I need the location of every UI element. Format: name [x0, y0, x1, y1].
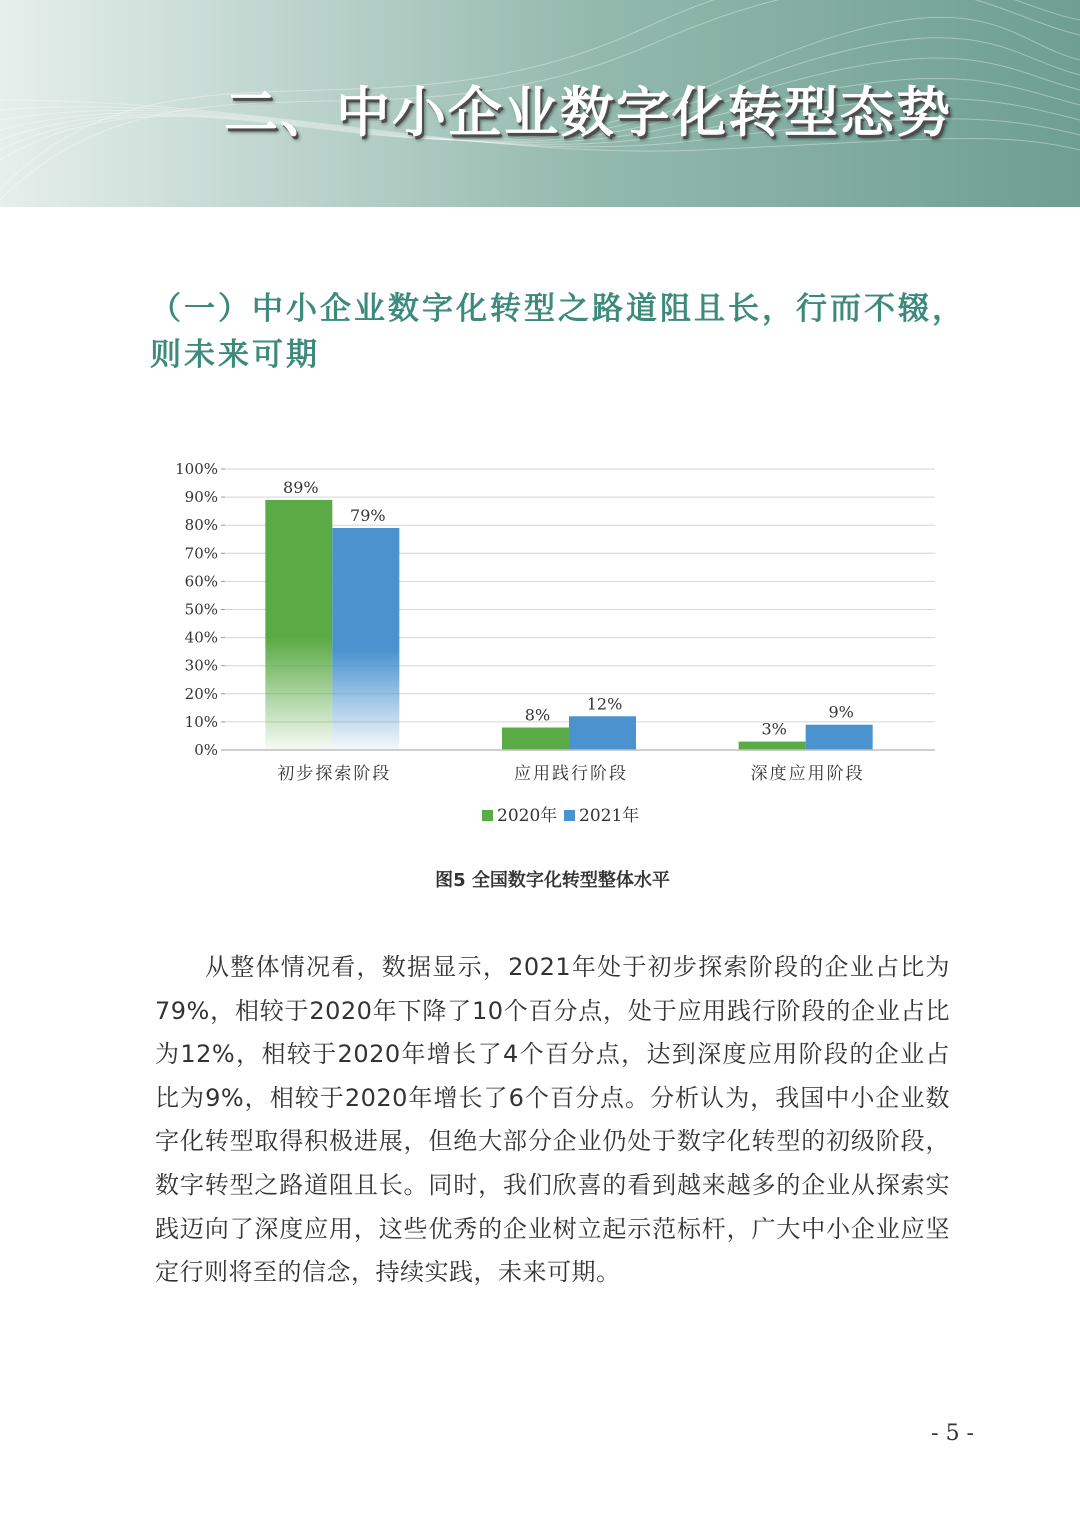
legend-label: 2020年	[497, 806, 558, 826]
data-label: 8%	[524, 705, 551, 725]
y-tick-label: 20%	[184, 684, 218, 703]
body-paragraph: 从整体情况看，数据显示，2021年处于初步探索阶段的企业占比为79%，相较于2020年下降了10个百分点，处于应用践行阶段的企业占比为12%，相较于2020年增长了4个百分点，达到深度应用阶段的企业占比为9%，相较于2020年增长了6个百分点。分析认为，我国中小企业数字化转型取得积极进展，但绝大部分企业仍处于数字化转型的初级阶段，数字转型之路道阻且长。同时，我们欣喜的看到越来越多的企业从探索实践迈向了深度应用，这些优秀的企业树立起示范标杆，广大中小企业应坚定行则将至的信念，持续实践，未来可期。	[155, 953, 950, 1287]
y-tick-label: 40%	[184, 628, 218, 647]
y-tick-label: 90%	[184, 488, 218, 507]
data-label: 3%	[761, 719, 787, 739]
page-number: - 5 -	[931, 1421, 974, 1446]
y-tick-label: 30%	[184, 656, 218, 675]
data-label: 12%	[586, 694, 623, 714]
bar-2020-1	[265, 500, 332, 750]
y-tick-label: 80%	[184, 516, 218, 535]
bar-chart	[150, 452, 950, 842]
legend-swatch-1	[482, 810, 493, 821]
header-banner	[0, 0, 1080, 207]
y-tick-label: 10%	[184, 712, 218, 731]
y-tick-label: 100%	[175, 460, 218, 478]
bar-2020-3	[739, 742, 806, 750]
x-category-label: 深度应用阶段	[750, 764, 865, 784]
x-category-label: 应用践行阶段	[514, 764, 628, 784]
bar-2020-2	[502, 728, 569, 750]
y-tick-label: 60%	[184, 572, 218, 591]
data-label: 9%	[828, 702, 854, 722]
chapter-title: 二、中小企业数字化转型态势	[224, 80, 952, 144]
y-tick-label: 50%	[184, 600, 218, 619]
data-label: 79%	[350, 506, 386, 526]
legend-swatch-2	[564, 810, 575, 821]
data-label: 89%	[283, 477, 319, 497]
x-category-label: 初步探索阶段	[277, 764, 392, 784]
y-tick-label: 0%	[194, 741, 218, 759]
bar-2021-3	[806, 725, 873, 750]
bar-2021-1	[332, 528, 399, 750]
y-tick-label: 70%	[184, 544, 218, 563]
figure-caption: 图5 全国数字化转型整体水平	[435, 870, 670, 891]
chart-svg	[150, 452, 950, 842]
section-heading: （一）中小企业数字化转型之路道阻且长，行而不辍，则未来可期	[150, 291, 966, 373]
bar-2021-2	[569, 716, 636, 750]
legend-label: 2021年	[579, 806, 640, 826]
